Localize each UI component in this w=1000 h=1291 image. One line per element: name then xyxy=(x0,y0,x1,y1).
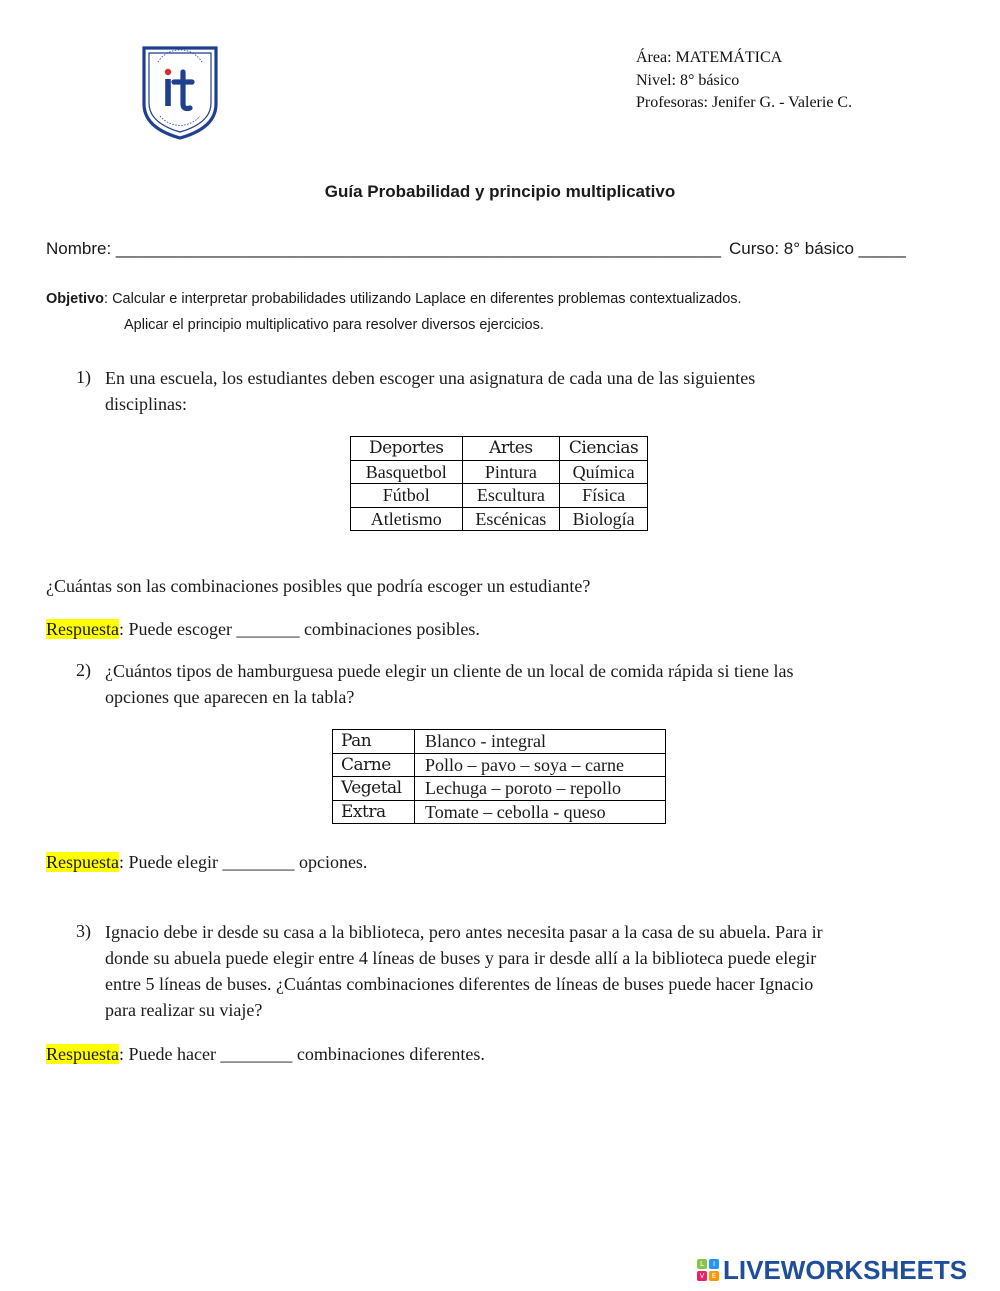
table-cell: Tomate – cebolla - queso xyxy=(415,800,666,824)
liveworksheets-logo-icon xyxy=(697,1259,719,1281)
table-cell: Fútbol xyxy=(351,484,463,508)
table-cell: Atletismo xyxy=(351,507,463,531)
table-cell: Física xyxy=(560,484,648,508)
table-cell: Lechuga – poroto – repollo xyxy=(415,777,666,801)
wm-block: V xyxy=(697,1271,707,1281)
objective-line-1 xyxy=(46,291,742,307)
q2-number: 2) xyxy=(76,660,91,680)
watermark-text: LIVEWORKSHEETS xyxy=(723,1254,968,1285)
table-header-row xyxy=(351,437,648,461)
table-row xyxy=(333,800,666,824)
liveworksheets-watermark xyxy=(697,1255,967,1285)
table-cell: Química xyxy=(560,460,648,484)
table-cell-key: Vegetal xyxy=(333,777,415,801)
area-label: Área: MATEMÁTICA xyxy=(636,49,783,66)
wm-block: L xyxy=(697,1259,707,1269)
nivel-label: Nivel: 8° básico xyxy=(636,72,740,89)
q3-answer-text[interactable]: : Puede hacer ________ combinaciones diferentes. xyxy=(118,1044,485,1064)
q1-number: 1) xyxy=(76,367,91,387)
q1-line-2: disciplinas: xyxy=(105,394,187,414)
table-cell: Pollo – pavo – soya – carne xyxy=(415,753,666,777)
q3-line-3: entre 5 líneas de buses. ¿Cuántas combinaciones diferentes de líneas de buses puede hacer Ignacio xyxy=(105,974,814,994)
table-row xyxy=(333,730,666,754)
objective-text-1: : Calcular e interpretar probabilidades utilizando Laplace en diferentes problemas contextualizados. xyxy=(104,291,742,307)
q2-answer-text[interactable]: : Puede elegir ________ opciones. xyxy=(118,852,368,872)
disciplines-table xyxy=(350,436,648,531)
page-title: Guía Probabilidad y principio multiplicativo xyxy=(324,182,676,201)
q3-number: 3) xyxy=(76,921,91,941)
q3-line-4: para realizar su viaje? xyxy=(105,1000,263,1020)
profesoras-label: Profesoras: Jenifer G. - Valerie C. xyxy=(636,94,853,111)
table-header: Deportes xyxy=(351,437,463,461)
answer-label-highlight: Respuesta xyxy=(46,619,119,639)
q2-answer[interactable] xyxy=(46,849,367,875)
table-row xyxy=(351,507,648,531)
table-cell: Blanco - integral xyxy=(415,730,666,754)
curso-field[interactable]: Curso: 8° básico _____ xyxy=(729,239,906,258)
table-header: Artes xyxy=(462,437,560,461)
q3-answer[interactable] xyxy=(46,1041,485,1067)
table-cell-key: Pan xyxy=(333,730,415,754)
wm-block: E xyxy=(709,1271,719,1281)
table-cell-key: Extra xyxy=(333,800,415,824)
table-row xyxy=(351,460,648,484)
objective-text-2: Aplicar el principio multiplicativo para resolver diversos ejercicios. xyxy=(124,317,544,333)
school-logo xyxy=(138,42,222,142)
table-row xyxy=(333,777,666,801)
q1-line-1: En una escuela, los estudiantes deben escoger una asignatura de cada una de las siguientes xyxy=(105,368,756,388)
wm-block: I xyxy=(709,1259,719,1269)
table-row xyxy=(333,753,666,777)
q2-line-1: ¿Cuántos tipos de hamburguesa puede elegir un cliente de un local de comida rápida si tiene las xyxy=(105,661,794,681)
answer-label-highlight: Respuesta xyxy=(46,852,119,872)
table-cell: Escénicas xyxy=(462,507,560,531)
table-header: Ciencias xyxy=(560,437,648,461)
q3-line-2: donde su abuela puede elegir entre 4 líneas de buses y para ir desde allí a la biblioteca puede elegir xyxy=(105,948,817,968)
table-cell-key: Carne xyxy=(333,753,415,777)
q1-question: ¿Cuántas son las combinaciones posibles que podría escoger un estudiante? xyxy=(46,576,591,596)
table-cell: Escultura xyxy=(462,484,560,508)
table-cell: Biología xyxy=(560,507,648,531)
burger-options-table xyxy=(332,729,666,824)
q2-line-2: opciones que aparecen en la tabla? xyxy=(105,687,355,707)
q1-answer[interactable] xyxy=(46,616,480,642)
answer-label-highlight: Respuesta xyxy=(46,1044,119,1064)
nombre-field[interactable]: Nombre: ________________________________________________________________ xyxy=(46,239,722,258)
q3-line-1: Ignacio debe ir desde su casa a la biblioteca, pero antes necesita pasar a la casa de su abuela. Para ir xyxy=(105,922,823,942)
table-row xyxy=(351,484,648,508)
table-cell: Basquetbol xyxy=(351,460,463,484)
q1-answer-text[interactable]: : Puede escoger _______ combinaciones posibles. xyxy=(118,619,480,639)
table-cell: Pintura xyxy=(462,460,560,484)
objective-label: Objetivo xyxy=(46,291,105,307)
